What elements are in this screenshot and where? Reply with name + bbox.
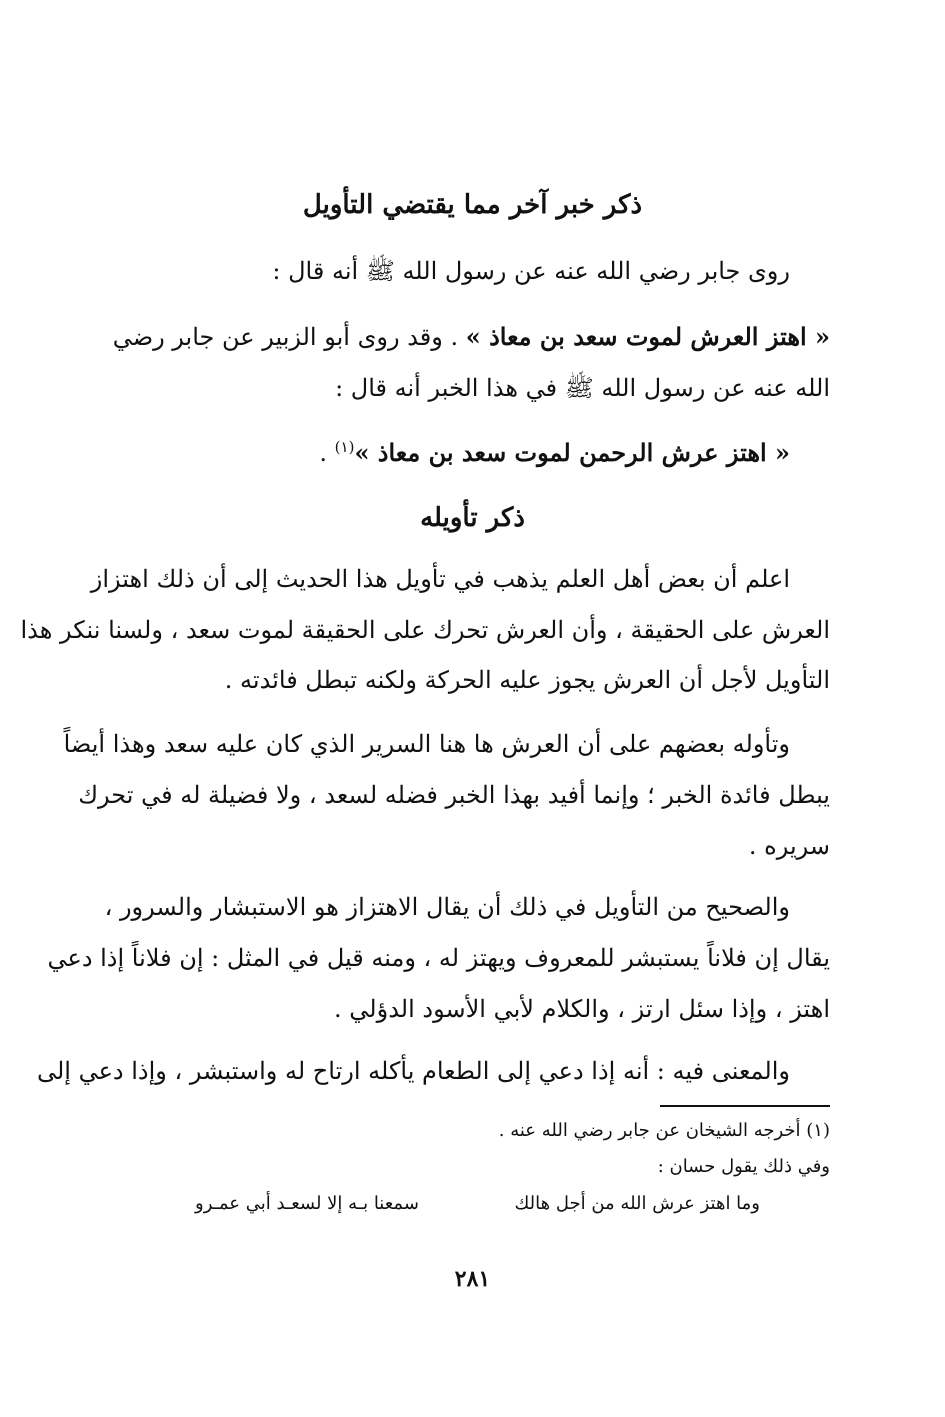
- paragraph-1-line: العرش على الحقيقة ، وأن العرش تحرك على الحقيقة لموت سعد ، ولسنا ننكر هذا: [20, 616, 830, 644]
- page-number-text: ٢٨١: [454, 1266, 491, 1292]
- hadith-2-quote: « اهتز عرش الرحمن لموت سعد بن معاذ »: [354, 438, 790, 467]
- hadith-1-after: . وقد روى أبو الزبير عن جابر رضي: [112, 323, 466, 351]
- book-page: [20, 0, 830, 1417]
- paragraph-3-line: اهتز ، وإذا سئل ارتز ، والكلام لأبي الأسود الدؤلي .: [334, 995, 830, 1023]
- footnote-marker: (١): [334, 438, 355, 456]
- paragraph-4-line: والمعنى فيه : أنه إذا دعي إلى الطعام يأكله ارتاح له واستبشر ، وإذا دعي إلى: [36, 1057, 790, 1085]
- hadith-2-end: .: [319, 439, 335, 467]
- hadith-1-quote: « اهتز العرش لموت سعد بن معاذ »: [465, 322, 830, 351]
- verse-first-hemistich: وما اهتز عرش الله من أجل هالك: [514, 1193, 760, 1214]
- intro-line: روى جابر رضي الله عنه عن رسول الله ﷺ أنه قال :: [272, 257, 790, 285]
- footnote-1: (١) أخرجه الشيخان عن جابر رضي الله عنه .: [498, 1120, 830, 1141]
- footnote-2: وفي ذلك يقول حسان :: [657, 1156, 830, 1177]
- section-title: ذكر تأويله: [420, 503, 525, 533]
- paragraph-1-line: اعلم أن بعض أهل العلم يذهب في تأويل هذا الحديث إلى أن ذلك اهتزاز: [90, 565, 790, 593]
- paragraph-2-line: يبطل فائدة الخبر ؛ وإنما أفيد بهذا الخبر فضله لسعد ، ولا فضيلة له في تحرك: [78, 781, 830, 809]
- page-title: ذكر خبر آخر مما يقتضي التأويل: [302, 190, 643, 220]
- paragraph-2-line: سريره .: [748, 832, 830, 860]
- paragraph-3-line: يقال إن فلاناً يستبشر للمعروف ويهتز له ، ومنه قيل في المثل : إن فلاناً إذا دعي: [47, 944, 830, 972]
- page-number: [115, 1266, 830, 1292]
- hadith-2-line: [115, 438, 830, 468]
- verse-second-hemistich: سمعنا بـه إلا لسعـد أبي عمـرو: [195, 1193, 419, 1214]
- paragraph-1-line: التأويل لأجل أن العرش يجوز عليه الحركة ولكنه تبطل فائدته .: [224, 666, 830, 694]
- paragraph-3-line: والصحيح من التأويل في ذلك أن يقال الاهتزاز هو الاستبشار والسرور ،: [104, 893, 790, 921]
- paragraph-2-line: وتأوله بعضهم على أن العرش ها هنا السرير الذي كان عليه سعد وهذا أيضاً: [63, 730, 790, 758]
- hadith-1-line: [112, 322, 830, 352]
- hadith-1-continuation: الله عنه عن رسول الله ﷺ في هذا الخبر أنه قال :: [335, 374, 830, 402]
- footnote-divider: [660, 1105, 830, 1107]
